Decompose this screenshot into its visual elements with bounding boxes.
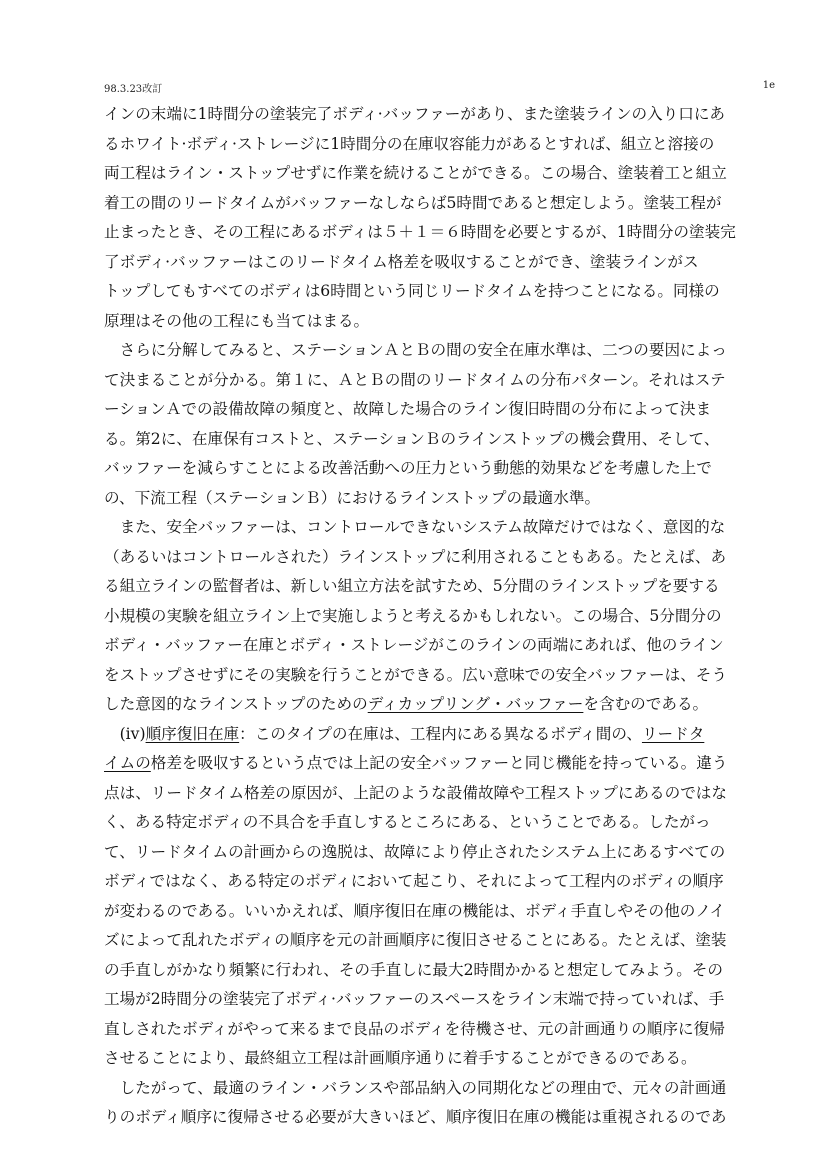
- text-line: ボディではなく、ある特定のボディにおいて起こり、それによって工程内のボディの順序: [104, 872, 724, 890]
- text-span: ：このタイプの在庫は、工程内にある異なるボディ間の、: [239, 724, 642, 743]
- text-span: を含むのである。: [583, 695, 709, 713]
- text-span: (iv): [104, 724, 146, 743]
- text-line: ズによって乱れたボディの順序を元の計画順序に復旧させることにある。たとえば、塗装: [104, 931, 727, 949]
- text-line: るホワイト·ボディ·ストレージに1時間分の在庫収容能力があるとすれば、組立と溶接の: [104, 134, 715, 153]
- text-line: バッファーを減らすことによる改善活動への圧力という動態的効果などを考慮した上で: [104, 459, 712, 477]
- text-line: をストップさせずにその実験を行うことができる。広い意味での安全バッファーは、そう: [104, 665, 727, 684]
- text-line: の手直しがかなり頻繁に行われ、その手直しに最大2時間かかると想定してみよう。その: [104, 960, 724, 979]
- text-line: インの末端に1時間分の塗装完了ボディ·バッファーがあり、また塗装ラインの入り口にあ: [104, 105, 726, 123]
- text-line: の、下流工程（ステーションＢ）におけるラインストップの最適水準。: [104, 488, 601, 507]
- page-header: [104, 80, 775, 96]
- text-line: [104, 720, 784, 750]
- text-line: トップしてもすべてのボディは6時間という同じリードタイムを持つことになる。同様の: [104, 282, 720, 300]
- text-span: した意図的なラインストップのための: [104, 695, 368, 713]
- text-line: りのボディ順序に復帰させる必要が大きいほど、順序復旧在庫の機能は重視されるのであ: [104, 1108, 727, 1126]
- text-line: させることにより、最終組立工程は計画順序通りに着手することができるのである。: [104, 1049, 697, 1067]
- underlined-term: 順序復旧在庫: [145, 724, 240, 743]
- text-span: 格差を吸収するという点では上記の安全バッファーと同じ機能を持っている。違う: [150, 754, 728, 772]
- text-line: て決まることが分かる。第１に、ＡとＢの間のリードタイムの分布パターン。それはステ: [104, 370, 726, 389]
- revision-date: 98.3.23改訂: [104, 84, 163, 95]
- text-line: 着工の間のリードタイムがバッファーなしならば5時間であると想定しよう。塗装工程が: [104, 193, 722, 212]
- text-line: 両工程はライン・ストップせずに作業を続けることができる。この場合、塗装着工と組立: [104, 164, 727, 182]
- text-line: く、ある特定ボディの不具合を手直しするところにある、ということである。したがっ: [104, 813, 711, 831]
- body-text: [104, 100, 784, 1133]
- text-line: 点は、リードタイム格差の原因が、上記のような設備故障や工程ストップにあるのではな: [104, 783, 727, 802]
- page-number: 1e: [762, 80, 775, 91]
- underlined-term: ディカップリング・バッファー: [367, 695, 584, 713]
- text-line: 工場が2時間分の塗装完了ボディ·バッファーのスペースをライン末端で持っていれば、手: [104, 990, 725, 1008]
- underlined-term: リードタ: [641, 724, 705, 743]
- text-line: ボディ・バッファー在庫とボディ・ストレージがこのラインの両端にあれば、他のライン: [104, 636, 724, 654]
- text-line: 了ボディ·バッファーはこのリードタイム格差を吸収することができ、塗装ラインがス: [104, 252, 699, 271]
- text-line: [104, 749, 784, 779]
- underlined-term: イムの: [104, 754, 151, 772]
- text-line: さらに分解してみると、ステーションＡとＢの間の安全在庫水準は、二つの要因によっ: [104, 341, 727, 359]
- text-line: また、安全バッファーは、コントロールできないシステム故障だけではなく、意図的な: [104, 518, 726, 536]
- text-line: る組立ラインの監督者は、新しい組立方法を試すため、5分間のラインストップを要する: [104, 577, 720, 595]
- text-line: 原理はその他の工程にも当てはまる。: [104, 311, 370, 330]
- text-line: 止まったとき、その工程にあるボディは５＋１＝６時間を必要とするが、1時間分の塗装完: [104, 223, 736, 241]
- text-line: 直しされたボディがやって来るまで良品のボディを待機させ、元の計画通りの順序に復帰: [104, 1019, 725, 1038]
- text-line: て、リードタイムの計画からの逸脱は、故障により停止されたシステム上にあるすべての: [104, 842, 726, 861]
- text-line: る。第2に、在庫保有コストと、ステーションＢのラインストップの機会費用、そして、: [104, 429, 720, 448]
- text-line: （あるいはコントロールされた）ラインストップに利用されることもある。たとえば、あ: [104, 547, 727, 566]
- text-line: ーションＡでの設備故障の頻度と、故障した場合のライン復旧時間の分布によって決ま: [104, 400, 712, 418]
- text-line: したがって、最適のライン・バランスや部品納入の同期化などの理由で、元々の計画通: [104, 1078, 727, 1097]
- text-line: 小規模の実験を組立ライン上で実施しようと考えるかもしれない。この場合、5分間分の: [104, 606, 722, 625]
- text-line: が変わるのである。いいかえれば、順序復旧在庫の機能は、ボディ手直しやその他のノイ: [104, 901, 726, 920]
- text-line: [104, 690, 784, 720]
